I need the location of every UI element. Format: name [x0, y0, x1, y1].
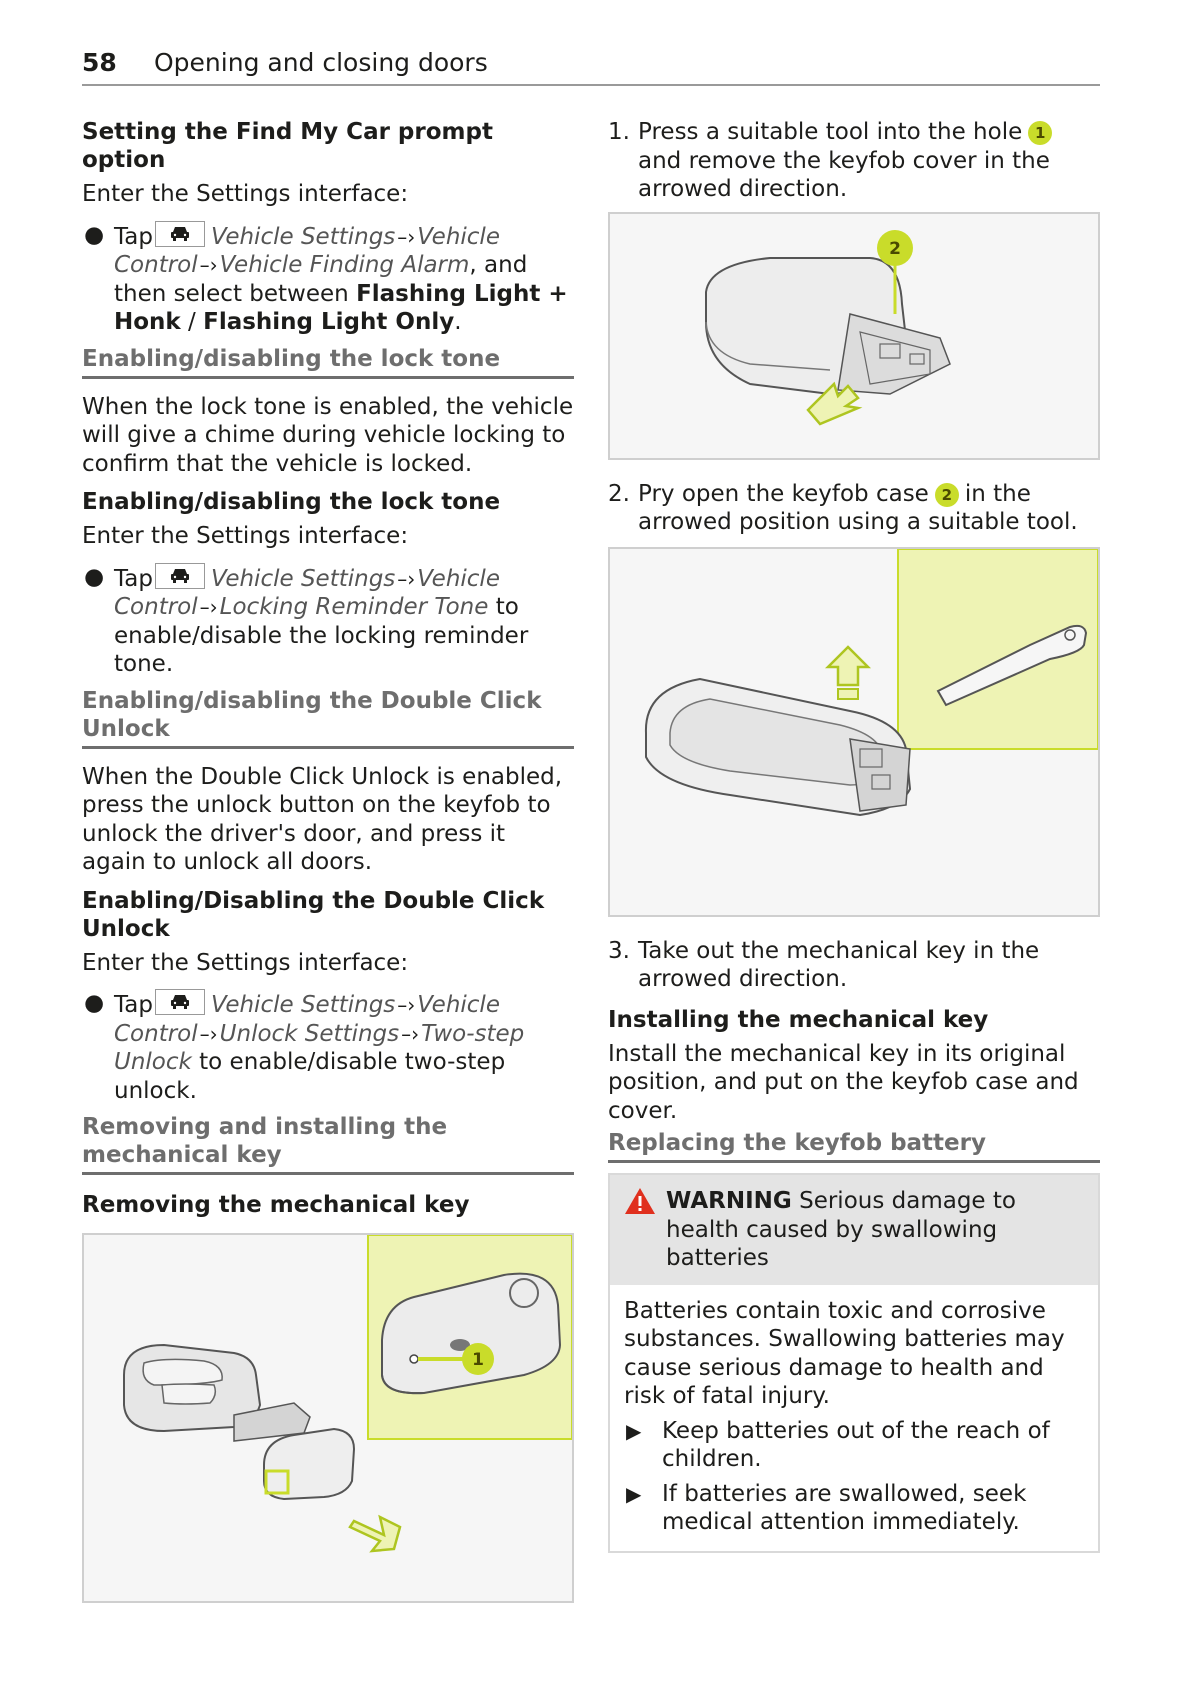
remove-key-title: Removing the mechanical key: [82, 1192, 470, 1218]
figure-callout-2: 2: [889, 238, 901, 259]
double-click-description: When the Double Click Unlock is enabled, press the unlock button on the keyfob to unlock the driver's door, and press it again to unlock all doors.: [82, 763, 563, 875]
figure-remove-key: [82, 1233, 574, 1603]
car-icon: [155, 989, 205, 1015]
car-icon: [155, 563, 205, 589]
mechanical-key-illustration: [610, 549, 1098, 915]
warning-header: [610, 1175, 1098, 1285]
step-1: 1. Press a suitable tool into the hole 1and remove the keyfob cover in the arrowed direction.: [608, 118, 1100, 204]
left-column: [82, 118, 574, 1603]
chevron-right-icon: –›: [397, 566, 416, 591]
find-my-car-step: ● Tap Vehicle Settings –›Vehicle Control –›Vehicle Finding Alarm, and then select between Flashing Light + Honk / Flashing Light Only.: [84, 221, 568, 335]
section-lock-tone: Enabling/disabling the lock tone: [82, 345, 574, 379]
chevron-right-icon: –›: [397, 993, 416, 1017]
chevron-right-icon: –›: [199, 253, 218, 277]
lock-tone-intro: Enter the Settings interface:: [82, 523, 409, 549]
callout-1: 1: [1028, 121, 1052, 145]
callout-2: 2: [935, 483, 959, 507]
find-my-car-intro: Enter the Settings interface:: [82, 181, 409, 207]
chevron-right-icon: –›: [199, 595, 218, 619]
warning-text: Batteries contain toxic and corrosive substances. Swallowing batteries may cause serious damage to health and risk of fatal injury.: [624, 1297, 1065, 1409]
car-icon: [155, 221, 205, 247]
figure-remove-cover: [608, 212, 1100, 460]
triangle-right-icon: ▶: [626, 1481, 642, 1506]
warning-item-2: ▶ If batteries are swallowed, seek medical attention immediately.: [626, 1480, 1027, 1535]
figure-take-out-key: [608, 547, 1100, 917]
section-battery: Replacing the keyfob battery: [608, 1129, 1100, 1163]
warning-label: WARNING: [666, 1188, 792, 1214]
double-click-intro: Enter the Settings interface:: [82, 949, 409, 976]
step-2: 2. Pry open the keyfob case 2 in the arrowed position using a suitable tool.: [608, 480, 1078, 535]
lock-tone-title: Enabling/disabling the lock tone: [82, 489, 501, 515]
warning-triangle-icon: [624, 1187, 656, 1215]
install-key-title: Installing the mechanical key: [608, 1006, 989, 1033]
section-mechanical-key: Removing and installing the mechanical key: [82, 1113, 574, 1175]
warning-title: Serious damage to health caused by swallowing batteries: [666, 1188, 1016, 1271]
bullet-dot: ●: [84, 221, 105, 248]
page-number: 58: [82, 48, 117, 77]
bullet-dot: ●: [84, 563, 105, 590]
lock-tone-step: ● Tap Vehicle Settings –›Vehicle Control –›Locking Reminder Tone to enable/disable the locking reminder tone.: [84, 563, 529, 677]
double-click-step: ● Tap Vehicle Settings –›Vehicle Control –›Unlock Settings –›Two-step Unlock to enable/disable two-step unlock.: [84, 990, 525, 1104]
chapter-title: Opening and closing doors: [154, 48, 488, 77]
warning-box: [608, 1173, 1100, 1553]
chevron-right-icon: –›: [401, 1021, 420, 1046]
warning-body: [610, 1285, 1098, 1551]
warning-item-1: ▶ Keep batteries out of the reach of children.: [626, 1417, 1050, 1472]
chevron-right-icon: –›: [199, 1021, 218, 1046]
right-column: [608, 118, 1100, 1553]
bullet-dot: ●: [84, 990, 105, 1016]
page-header: [82, 44, 1100, 86]
chevron-right-icon: –›: [397, 224, 416, 249]
keyfob-cover-illustration: [84, 1235, 572, 1601]
double-click-title: Enabling/Disabling the Double Click Unlock: [82, 887, 545, 942]
find-my-car-title: Setting the Find My Car prompt option: [82, 119, 493, 173]
figure-callout-1: 1: [472, 1350, 484, 1370]
lock-tone-description: When the lock tone is enabled, the vehicle will give a chime during vehicle locking to confirm that the vehicle is locked.: [82, 393, 574, 477]
install-key-description: Install the mechanical key in its original position, and put on the keyfob case and cover.: [608, 1040, 1079, 1124]
step-3: 3. Take out the mechanical key in the arrowed direction.: [608, 937, 1040, 992]
keyfob-cover-removal-illustration: [610, 214, 1098, 458]
section-double-click: Enabling/disabling the Double Click Unlock: [82, 687, 574, 749]
triangle-right-icon: ▶: [626, 1418, 642, 1443]
